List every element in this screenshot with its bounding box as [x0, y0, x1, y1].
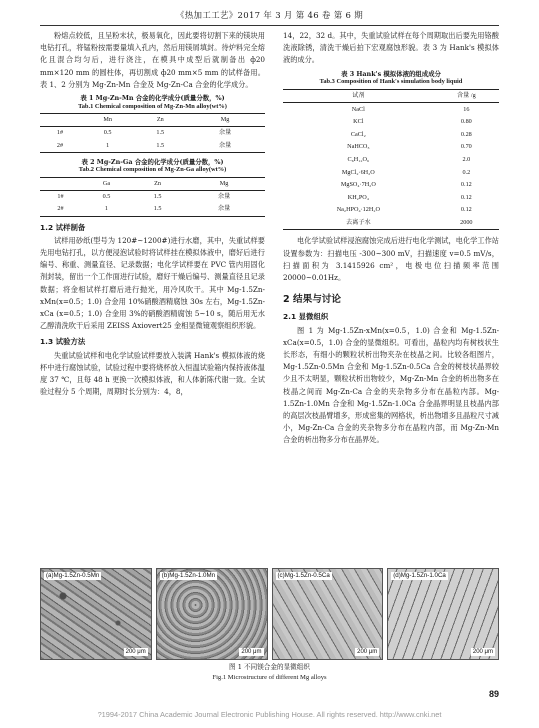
- table3-header: 含量 /g: [434, 89, 499, 103]
- table1-header: Mn: [80, 114, 135, 127]
- table3-cell: 0.2: [462, 168, 471, 176]
- micrograph-label: (c)Mg-1.5Zn-0.5Ca: [277, 572, 330, 579]
- table3-cell: 0.12: [460, 181, 472, 189]
- table3-cell: NaCl: [351, 105, 365, 113]
- table2-header: Ga: [81, 178, 132, 191]
- intro-paragraph: 粉熔点较低，且呈粉末状，极易氧化，因此要将切割下来的镁块用电钻打孔，将锰粉按需要量填入孔内，然后用镁屑填封。待炉料完全熔化且混合均匀后，进行浇注，在模具中成型后就制备出 ф20 mm×120 mm 的圆柱体，再切割成 ф20 mm×5 mm 的试样备用。表 1、2 分别为 Mg-Zn-Mn 合金及 Mg-Zn-Ca 合金的化学成分。: [40, 31, 265, 89]
- table2-cell: 1: [81, 203, 132, 216]
- table2-cell: 1.5: [153, 193, 162, 201]
- table2-cell: 1#: [57, 193, 64, 201]
- table3-header: 试剂: [283, 89, 434, 103]
- table1-cell: 2#: [40, 140, 80, 153]
- micrograph-label: (d)Mg-1.5Zn-1.0Ca: [393, 572, 446, 579]
- table3-cell: 2.0: [462, 155, 471, 163]
- table-row: [40, 140, 265, 153]
- table1-header: Zn: [135, 114, 185, 127]
- micrograph-label: (b)Mg-1.5Zn-1.0Mn: [161, 572, 216, 579]
- table-row: [283, 192, 499, 205]
- table2-cell: 2#: [40, 203, 81, 216]
- section-1-3-title: 1.3 试验方法: [40, 337, 86, 347]
- table3-cell: 0.70: [460, 143, 472, 151]
- section-2-title: 2 结果与讨论: [283, 294, 341, 306]
- table-row: [283, 129, 499, 142]
- table-row: [40, 203, 265, 216]
- section-2-1-title: 2.1 显微组织: [283, 312, 329, 322]
- micrograph-a: [40, 568, 152, 660]
- table3-cell: 2000: [434, 217, 499, 230]
- scale-bar: 200 μm: [472, 649, 493, 655]
- table3-cell: 0.80: [460, 118, 472, 126]
- section-1-2-text: 试样用砂纸(型号为 120#~1200#)进行水磨，其中，失重试样要先用电钻打孔，以方便浸泡试验时将试样挂在模拟体液中，磨好后进行编号、称重、测量直径、记录数据；电化学试样要在 PVC 管内用固化剂封装，留出一个工作面进行试验，磨好干燥后编号、测量直径且记录数据；将金相试样打磨后进行抛光，用冷风吹干。其中 Mg-1.5Zn-xMn(x=0.5；1.0) 合金用 10%硝酸酒精腐蚀 30s 左右，Mg-1.5Zn-xCa (x=0.5；1.0) 合金用 3%的硝酸酒精腐蚀 5~10 s，随后用无水乙醇清洗吹干后采用 ZEISS Axiovert25 金相显微镜观察组织形貌。: [40, 235, 265, 331]
- table1-cell: 1: [80, 140, 135, 153]
- table3-cell: 0.12: [460, 206, 472, 214]
- table1-header: Mg: [185, 114, 265, 127]
- table1-cell: 0.5: [103, 129, 112, 137]
- left-column: [40, 30, 265, 398]
- table3-cell: MgSO₄·7H₂O: [340, 181, 376, 189]
- table-row: [40, 191, 265, 204]
- figure-1-caption: [40, 663, 499, 682]
- table3-caption-cn: 表 3 Hank's 模拟体液的组成成分: [341, 69, 441, 78]
- table3-cell: 16: [463, 105, 470, 113]
- table3-cell: KCl: [353, 118, 364, 126]
- table2-cell: 余量: [217, 193, 231, 201]
- echem-paragraph: 电化学试验试样浸泡腐蚀完成后进行电化学测试，电化学工作站设置参数为：扫描电压 -300~300 mV，扫描速度 v=0.5 mV/s，扫描面积为 3.1415926 cm²，电极电位扫描频率范围 20000~0.01Hz。: [283, 236, 499, 282]
- table-row: [283, 166, 499, 179]
- scale-bar: 200 μm: [241, 649, 262, 655]
- section-1-3-text: 失重试验试样和电化学试验试样要放入装满 Hank's 模拟体液的烧杯中进行腐蚀试验，试验过程中要将烧杯放入恒温试验箱内保持液体温度 37 ℃，且每 48 h 更换一次模拟体液，和人体新陈代谢一致。全试验过程分 5 个周期，周期时长分别为：4，8，: [40, 350, 265, 397]
- table1-cell: 余量: [185, 140, 265, 153]
- section-1-2-title: 1.2 试样制备: [40, 222, 86, 232]
- micrograph-b: [156, 568, 268, 660]
- table1-cell: 1.5: [156, 129, 165, 137]
- table3-cell: Na₂HPO₄·12H₂O: [336, 206, 380, 214]
- table2-cell: 0.5: [102, 193, 111, 201]
- table-1: [40, 113, 265, 153]
- table3-cell: 0.28: [460, 130, 472, 138]
- micrograph-label: (a)Mg-1.5Zn-0.5Mn: [46, 572, 100, 579]
- running-header: 《热加工工艺》2017 年 3 月 第 46 卷 第 6 期: [40, 9, 499, 26]
- table2-header: Zn: [132, 178, 183, 191]
- table2-cell: 余量: [183, 203, 265, 216]
- table-2: [40, 177, 265, 217]
- table-row: [283, 141, 499, 154]
- copyright-footer: ?1994-2017 China Academic Journal Electronic Publishing House. All rights reserved. http://www.cnki.net: [97, 710, 442, 719]
- table3-cell: KH₂PO₄: [347, 193, 369, 201]
- table1-caption-cn: 表 1 Mg-Zn-Mn 合金的化学成分(质量分数，%): [80, 94, 225, 103]
- figure-1-micrographs: [40, 568, 499, 660]
- page-number: 89: [488, 689, 499, 699]
- table-row: [283, 116, 499, 129]
- right-column: [283, 30, 499, 447]
- figure-1-caption-cn: 图 1 不同镁合金的显微组织: [229, 663, 310, 671]
- table3-cell: C₆H₁₂O₆: [347, 155, 370, 163]
- table1-caption-en: Tab.1 Chemical composition of Mg-Zn-Mn alloy(wt%): [78, 102, 227, 110]
- table3-cell: MgCl₂·6H₂O: [341, 168, 375, 176]
- right-intro-paragraph: 14，22，32 d。其中，失重试验试样在每个周期取出后要先用铬酸洗液除锈，清洗干燥后拍下宏观腐蚀形貌。表 3 为 Hank's 模拟体液的成分。: [283, 31, 499, 65]
- table1-header: [40, 114, 80, 127]
- table3-cell: NaHCO₃: [347, 143, 370, 151]
- table2-caption-en: Tab.2 Chemical composition of Mg-Zn-Ga alloy(wt%): [78, 166, 227, 174]
- table1-cell: 余量: [218, 129, 232, 137]
- micrograph-c: [272, 568, 384, 660]
- table2-cell: 1.5: [132, 203, 183, 216]
- table3-caption-en: Tab.3 Composition of Hank's simulation body liquid: [319, 78, 463, 86]
- table1-cell: 1.5: [135, 140, 185, 153]
- micrograph-d: [387, 568, 499, 660]
- scale-bar: 200 μm: [125, 649, 146, 655]
- table-row: [283, 103, 499, 116]
- table-row: [283, 217, 499, 230]
- section-2-1-text: 图 1 为 Mg-1.5Zn-xMn(x=0.5，1.0) 合金和 Mg-1.5Zn-xCa(x=0.5，1.0) 合金的显微组织。可看出，晶粒内均有树枝状生长形态，有细小的颗粒状析出物夹杂在枝晶之间。比较各组图片，Mg-1.5Zn-0.5Mn 合金和 Mg-1.5Zn-0.5Ca 合金的树枝状晶界较少且不太明显，颗粒状析出物较少，Mg-Zn-Mn 合金的析出物多在枝晶之间而 Mg-Zn-Ca 合金的夹杂物多分布在晶粒内部。Mg-1.5Zn-1.0Mn 合金和 Mg-1.5Zn-1.0Ca 合金晶界明显且枝晶内部的高层次枝晶臂增多，形成密集的网格状，析出物增多且晶粒尺寸减小，Mg-Zn-Ca 合金的夹杂物多分布在晶粒内部，而 Mg-Zn-Mn 合金的析出物多分布在晶界处。: [283, 325, 499, 445]
- table-row: [283, 179, 499, 192]
- table3-cell: CaCl₂: [350, 130, 366, 138]
- scale-bar: 200 μm: [357, 649, 378, 655]
- table3-cell: 0.12: [460, 193, 472, 201]
- figure-1-caption-en: Fig.1 Microstructure of different Mg alloys: [212, 673, 327, 681]
- table-3: [283, 89, 499, 231]
- table1-cell: 1#: [56, 129, 64, 137]
- table-row: [40, 127, 265, 140]
- table-row: [283, 204, 499, 217]
- table-row: [283, 154, 499, 167]
- table3-cell: 去离子水: [283, 217, 434, 230]
- table2-header: Mg: [183, 178, 265, 191]
- table2-caption-cn: 表 2 Mg-Zn-Ga 合金的化学成分(质量分数，%): [81, 157, 224, 166]
- table2-header: [40, 178, 81, 191]
